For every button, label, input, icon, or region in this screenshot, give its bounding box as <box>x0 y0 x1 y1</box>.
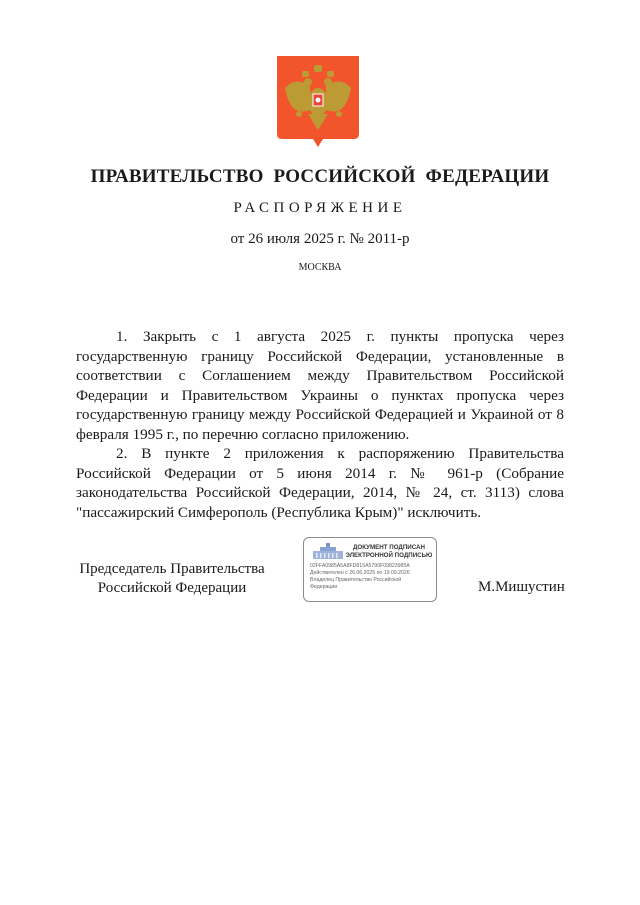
signatory-name: М.Мишустин <box>478 579 565 595</box>
issuer-title: ПРАВИТЕЛЬСТВО РОССИЙСКОЙ ФЕДЕРАЦИИ <box>90 166 550 187</box>
document-city: МОСКВА <box>298 262 342 273</box>
stamp-details <box>310 563 434 591</box>
stamp-heading <box>344 544 434 560</box>
electronic-signature-stamp <box>303 537 437 602</box>
government-building-icon <box>312 542 344 560</box>
paragraph-2: 2. В пункте 2 приложения к распоряжению Правительства Российской Федерации от 5 июня 2014 г. № 961-р (Собрание законодательства Российской Федерации, 2014, № 24, ст. 3113) слова "пассажирский Симферополь (Республика Крым)" исключить. <box>76 445 564 521</box>
document-type: РАСПОРЯЖЕНИЕ <box>233 200 407 216</box>
stamp-validity: Действителен с 26.06.2025 по 19.09.2026 <box>310 570 410 576</box>
signatory-position-line2: Российской Федерации <box>97 580 247 596</box>
paragraph-1: 1. Закрыть с 1 августа 2025 г. пункты пропуска через государственную границу Российской Федерации, установленные в соответствии с Соглашением между Правительством Российской Федерации и Правительством Украины о пунктах пропуска через государственную границу между Российской Федерацией и Украиной от 8 февраля 1995 г., по перечню согласно приложению. <box>76 328 564 443</box>
stamp-owner-line1: Владелец Правительство Российской <box>310 577 402 583</box>
stamp-owner-line2: Федерации <box>310 584 338 590</box>
coat-of-arms-icon <box>277 56 359 148</box>
stamp-heading-line2: ЭЛЕКТРОННОЙ ПОДПИСЬЮ <box>345 552 433 559</box>
stamp-heading-line1: ДОКУМЕНТ ПОДПИСАН <box>353 544 425 551</box>
signatory-position <box>72 560 272 598</box>
document-date-number: от 26 июля 2025 г. № 2011-р <box>230 231 410 247</box>
stamp-certificate: 02FFA0985A5A8FD815A5790F09823985A <box>310 563 410 569</box>
document-body <box>76 327 564 522</box>
signatory-position-line1: Председатель Правительства <box>79 561 265 577</box>
